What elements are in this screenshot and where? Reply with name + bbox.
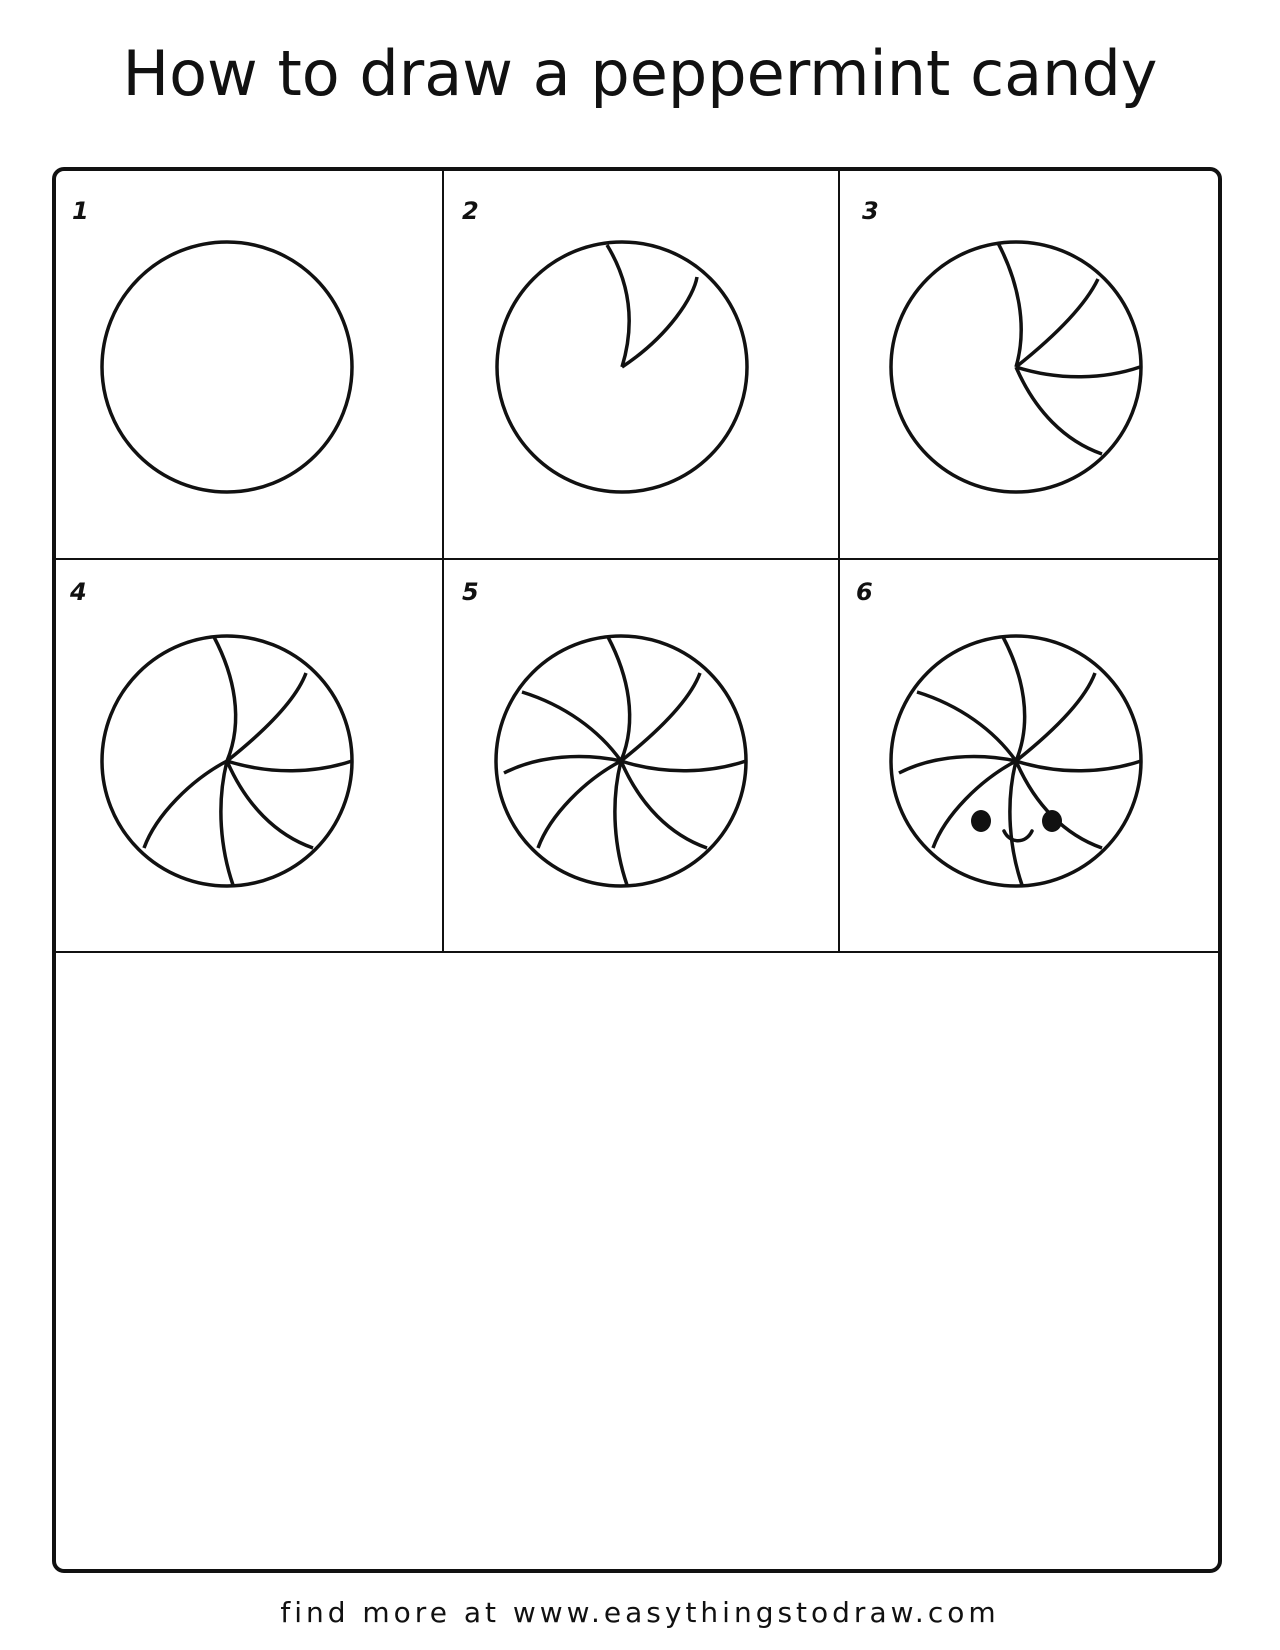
step-number: 2 [462, 197, 479, 225]
candy-swirls-drawing [840, 171, 1218, 558]
step-panel-6 [840, 560, 1218, 951]
drawing-practice-area[interactable] [56, 953, 1218, 1569]
candy-outline-drawing [56, 171, 442, 558]
candy-final-face-drawing [840, 560, 1218, 951]
step-number: 3 [862, 197, 879, 225]
step-number: 6 [856, 578, 873, 606]
step-panel-1 [56, 171, 442, 558]
page-title: How to draw a peppermint candy [122, 37, 1158, 110]
candy-all-swirls-drawing [444, 560, 838, 951]
step-panel-4 [56, 560, 442, 951]
candy-swirls-drawing [56, 560, 442, 951]
footer-link-text: find more at www.easythingstodraw.com [280, 1596, 1000, 1629]
right-eye-icon [1042, 810, 1062, 832]
smile-icon [1004, 831, 1032, 841]
step-number: 5 [462, 578, 479, 606]
step-panel-5 [444, 560, 838, 951]
step-panel-3 [840, 171, 1218, 558]
left-eye-icon [971, 810, 991, 832]
candy-first-swirl-drawing [444, 171, 838, 558]
step-number: 4 [70, 578, 87, 606]
step-panel-2 [444, 171, 838, 558]
step-number: 1 [72, 197, 89, 225]
